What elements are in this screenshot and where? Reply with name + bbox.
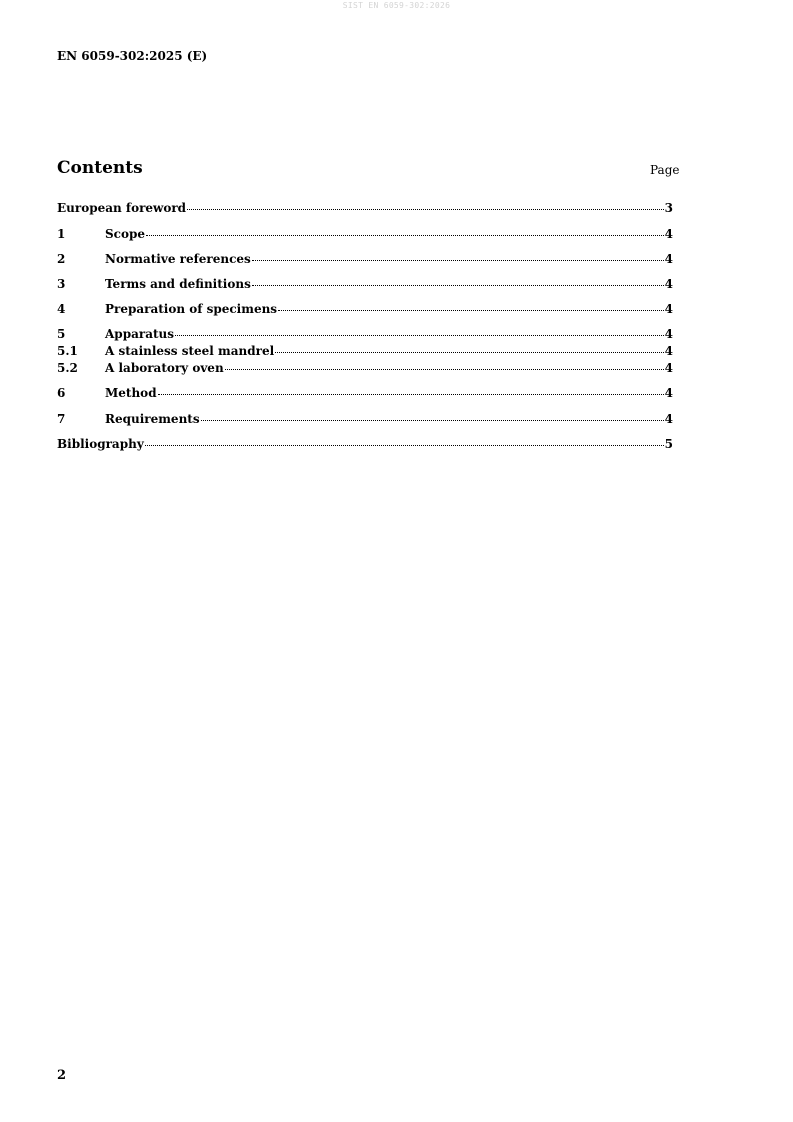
toc-entry-preparation-of-specimens[interactable] (57, 302, 673, 318)
toc-entry-page: 4 (664, 344, 673, 358)
toc-entry-title: A laboratory oven (105, 361, 224, 375)
toc-entry-page: 4 (664, 361, 673, 375)
toc-entry-normative-references[interactable] (57, 252, 673, 268)
toc-entry-page: 4 (664, 277, 673, 291)
toc-entry-number: 5 (57, 327, 66, 341)
toc-leader-dots (278, 309, 664, 311)
toc-entry-number: 4 (57, 302, 66, 316)
toc-entry-page: 4 (664, 252, 673, 266)
toc-entry-number: 5.2 (57, 361, 78, 375)
toc-entry-title: Preparation of specimens (105, 302, 278, 316)
toc-entry-page: 3 (664, 201, 673, 215)
toc-entry-title: Normative references (105, 252, 251, 266)
toc-leader-dots (225, 368, 664, 370)
toc-entry-title: Requirements (105, 412, 200, 426)
toc-leader-dots (187, 208, 664, 210)
contents-heading: Contents (57, 158, 143, 178)
toc-leader-dots (252, 259, 664, 261)
toc-entry-title: Bibliography (57, 437, 144, 451)
toc-entry-number: 5.1 (57, 344, 78, 358)
toc-entry-page: 4 (664, 412, 673, 426)
toc-entry-title: Method (105, 386, 157, 400)
toc-entry-page: 5 (664, 437, 673, 451)
page-column-label: Page (650, 163, 680, 177)
watermark: SIST EN 6059-302:2026 (342, 1, 451, 10)
toc-leader-dots (275, 351, 664, 353)
toc-entry-requirements[interactable] (57, 412, 673, 428)
toc-leader-dots (145, 444, 664, 446)
toc-entry-number: 2 (57, 252, 66, 266)
page-number: 2 (57, 1068, 67, 1083)
toc-entry-number: 6 (57, 386, 66, 400)
toc-entry-title: European foreword (57, 201, 187, 215)
toc-leader-dots (252, 284, 664, 286)
toc-entry-page: 4 (664, 386, 673, 400)
toc-entry-apparatus[interactable] (57, 327, 673, 343)
toc-leader-dots (158, 393, 664, 395)
toc-entry-scope[interactable] (57, 227, 673, 243)
toc-entry-european-foreword[interactable] (57, 201, 673, 217)
toc-entry-bibliography[interactable] (57, 437, 673, 453)
toc-entry-number: 7 (57, 412, 66, 426)
toc-entry-stainless-steel-mandrel[interactable] (57, 344, 673, 360)
toc-entry-terms-and-definitions[interactable] (57, 277, 673, 293)
toc-leader-dots (201, 419, 664, 421)
toc-entry-laboratory-oven[interactable] (57, 361, 673, 377)
toc-entry-page: 4 (664, 227, 673, 241)
toc-entry-title: Terms and definitions (105, 277, 251, 291)
toc-entry-page: 4 (664, 327, 673, 341)
toc-entry-number: 3 (57, 277, 66, 291)
toc-entry-number: 1 (57, 227, 66, 241)
toc-entry-title: Apparatus (105, 327, 174, 341)
document-id: EN 6059-302:2025 (E) (57, 49, 208, 63)
toc-leader-dots (175, 334, 664, 336)
toc-entry-method[interactable] (57, 386, 673, 402)
toc-entry-title: Scope (105, 227, 146, 241)
toc-leader-dots (146, 234, 664, 236)
toc-entry-page: 4 (664, 302, 673, 316)
toc-entry-title: A stainless steel mandrel (105, 344, 275, 358)
